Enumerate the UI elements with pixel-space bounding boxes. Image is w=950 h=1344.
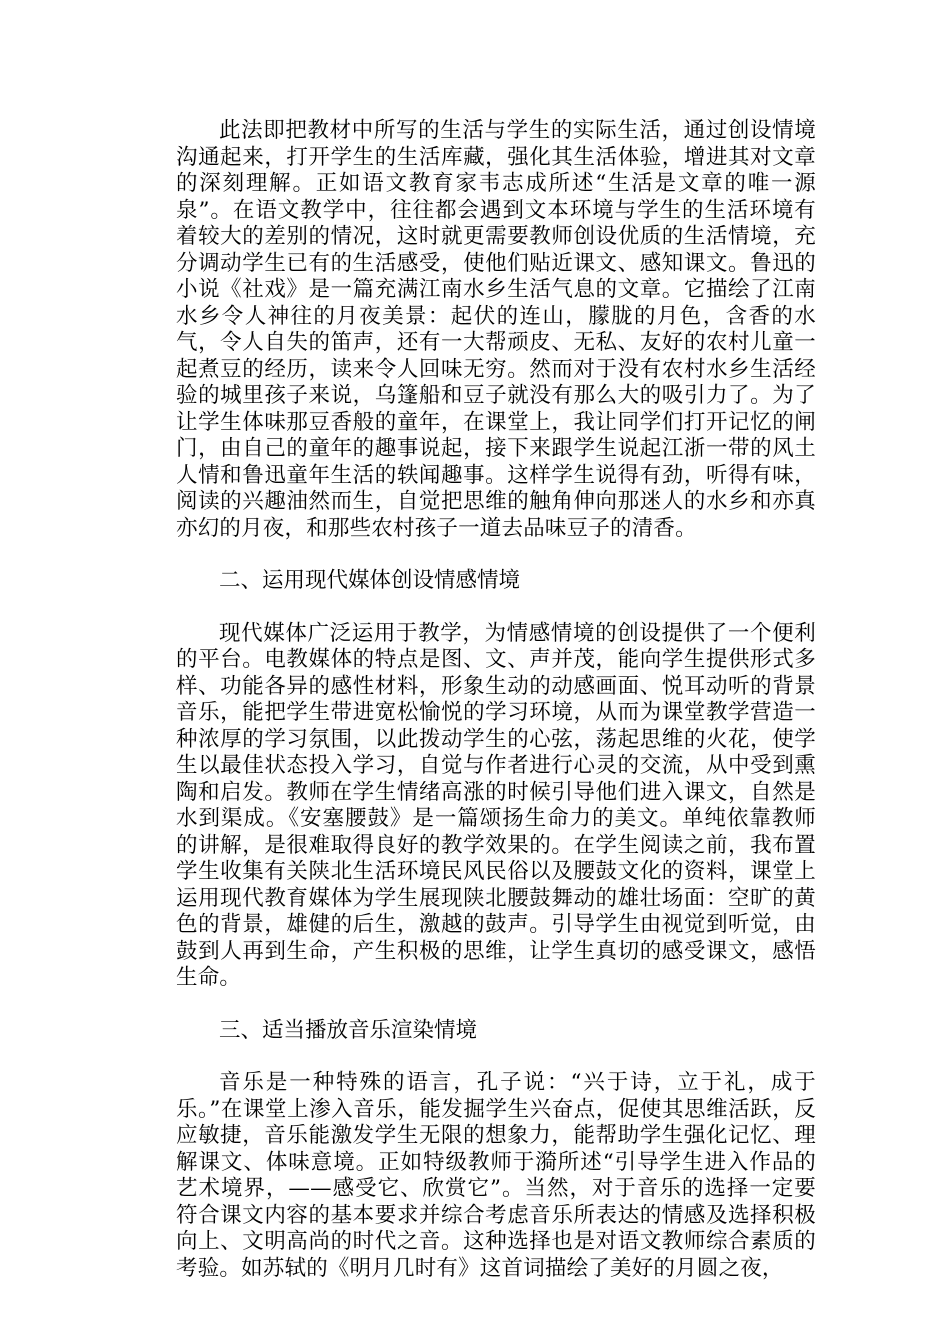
section-heading-media: 二、运用现代媒体创设情感情境	[219, 568, 521, 593]
paragraph-media-situation: 现代媒体广泛运用于教学，为情感情境的创设提供了一个便利的平台。电教媒体的特点是图、文、声并茂，能向学生提供形式多样、功能各异的感性材料，形象生动的动感画面、悦耳动听的背景音乐，能把学生带进宽松愉悦的学习环境，从而为课堂教学营造一种浓厚的学习氛围，以此拨动学生的心弦，荡起思维的火花，使学生以最佳状态投入学习，自觉与作者进行心灵的交流，从中受到熏陶和启发。教师在学生情绪高涨的时候引导他们进入课文，自然是水到渠成。《安塞腰鼓》是一篇颂扬生命力的美文。单纯依靠教师的讲解，是很难取得良好的教学效果的。在学生阅读之前，我布置学生收集有关陕北生活环境民风民俗以及腰鼓文化的资料，课堂上运用现代教育媒体为学生展现陕北腰鼓舞动的雄壮场面：空旷的黄色的背景，雄健的后生，激越的鼓声。引导学生由视觉到听觉，由鼓到人再到生命，产生积极的思维，让学生真切的感受课文，感悟生命。	[176, 620, 816, 990]
paragraph-life-situation: 此法即把教材中所写的生活与学生的实际生活，通过创设情境沟通起来，打开学生的生活库藏，强化其生活体验，增进其对文章的深刻理解。正如语文教育家韦志成所述“生活是文章的唯一源泉”。在语文教学中，往往都会遇到文本环境与学生的生活环境有着较大的差别的情况，这时就更需要教师创设优质的生活情境，充分调动学生已有的生活感受，使他们贴近课文、感知课文。鲁迅的小说《社戏》是一篇充满江南水乡生活气息的文章。它描绘了江南水乡令人神往的月夜美景：起伏的连山，朦胧的月色，含香的水气，令人自失的笛声，还有一大帮顽皮、无私、友好的农村儿童一起煮豆的经历，读来令人回味无穷。然而对于没有农村水乡生活经验的城里孩子来说，乌篷船和豆子就没有那么大的吸引力了。为了让学生体味那豆香般的童年，在课堂上，我让同学们打开记忆的闸门，由自己的童年的趣事说起，接下来跟学生说起江浙一带的风土人情和鲁迅童年生活的轶闻趣事。这样学生说得有劲，听得有味，阅读的兴趣油然而生，自觉把思维的触角伸向那迷人的水乡和亦真亦幻的月夜，和那些农村孩子一道去品味豆子的清香。	[176, 118, 816, 541]
heading-spacer	[176, 595, 816, 621]
paragraph-spacer	[176, 542, 816, 568]
section-heading-music: 三、适当播放音乐渲染情境	[219, 1017, 478, 1043]
heading-spacer	[176, 1044, 816, 1070]
paragraph-spacer	[176, 992, 816, 1018]
paragraph-music-situation: 音乐是一种特殊的语言，孔子说：“兴于诗，立于礼，成于乐。”在课堂上渗入音乐，能发掘学生兴奋点，促使其思维活跃，反应敏捷，音乐能激发学生无限的想象力，能帮助学生强化记忆、理解课文、体味意境。正如特级教师于漪所述“引导学生进入作品的艺术境界，——感受它、欣赏它”。当然，对于音乐的选择一定要符合课文内容的基本要求并综合考虑音乐所表达的情感及选择积极向上、文明高尚的时代之音。这种选择也是对语文教师综合素质的考验。如苏轼的《明月几时有》这首词描绘了美好的月圆之夜，	[176, 1070, 816, 1281]
document-page	[176, 118, 816, 1282]
